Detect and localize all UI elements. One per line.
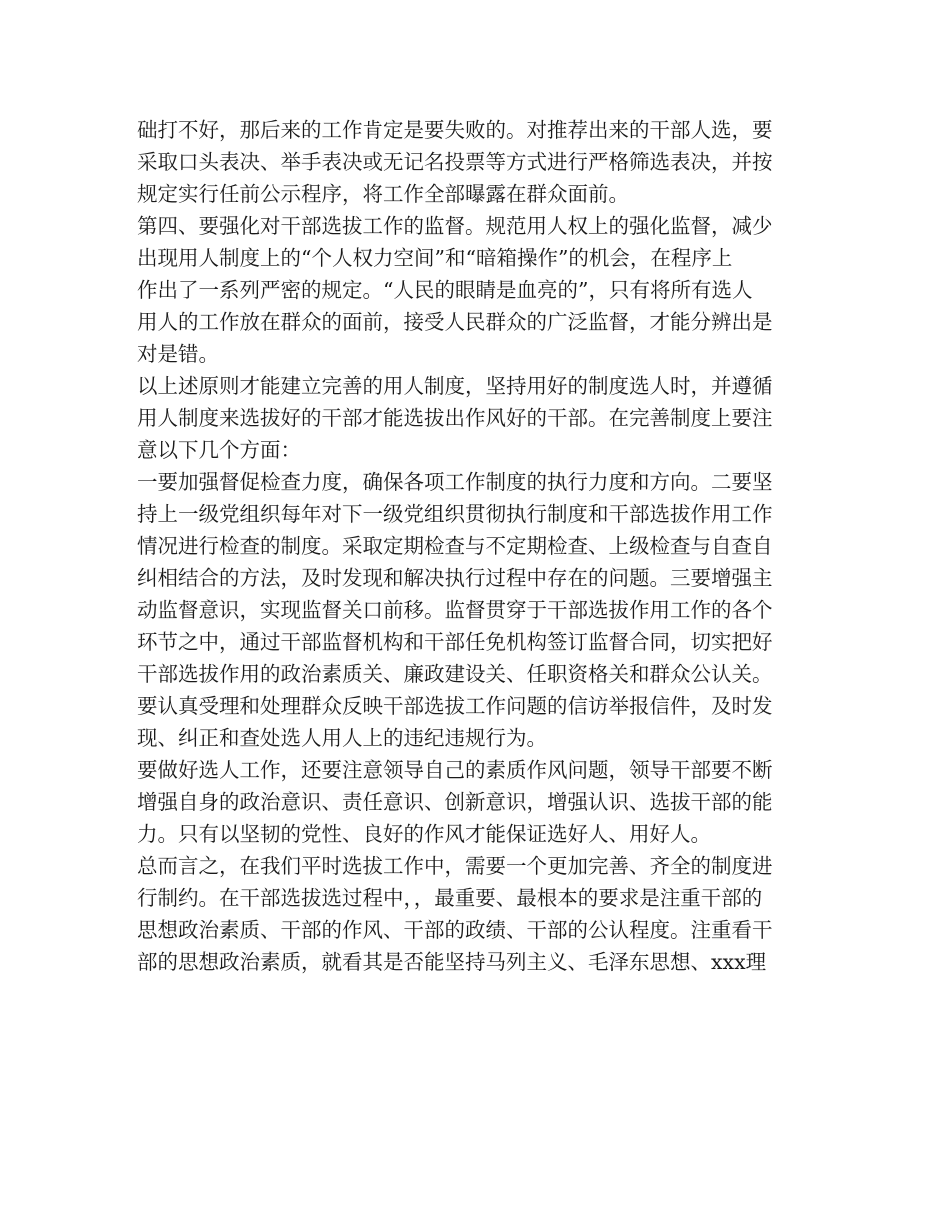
text-line: 动监督意识，实现监督关口前移。监督贯穿于干部选拔作用工作的各个 [137, 598, 773, 622]
text-line: 采取口头表决、举手表决或无记名投票等方式进行严格筛选表决，并按 [137, 150, 773, 174]
text-line: 对是错。 [137, 342, 219, 366]
document-body [137, 114, 817, 978]
text-line: 增强自身的政治意识、责任意识、创新意识，增强认识、选拔干部的能 [137, 790, 773, 814]
text-line: 用人的工作放在群众的面前，接受人民群众的广泛监督，才能分辨出是 [137, 310, 773, 334]
text-line: 力。只有以坚韧的党性、良好的作风才能保证选好人、用好人。 [137, 822, 711, 846]
text-line: 纠相结合的方法，及时发现和解决执行过程中存在的问题。三要增强主 [137, 566, 773, 590]
text-line: 环节之中，通过干部监督机构和干部任免机构签订监督合同，切实把好 [137, 630, 773, 654]
text-line: 用人制度来选拔好的干部才能选拔出作风好的干部。在完善制度上要注 [137, 406, 773, 430]
text-line: 意以下几个方面： [137, 438, 301, 462]
text-line: 总而言之，在我们平时选拔工作中，需要一个更加完善、齐全的制度进 [137, 854, 773, 878]
text-line: 出现用人制度上的“个人权力空间”和“暗箱操作”的机会，在程序上 [137, 246, 733, 270]
text-line: 持上一级党组织每年对下一级党组织贯彻执行制度和干部选拔作用工作 [137, 502, 773, 526]
text-line: 础打不好，那后来的工作肯定是要失败的。对推荐出来的干部人选，要 [137, 118, 773, 142]
text-line: 以上述原则才能建立完善的用人制度，坚持用好的制度选人时，并遵循 [137, 374, 773, 398]
text-line: 要做好选人工作，还要注意领导自己的素质作风问题，领导干部要不断 [137, 758, 773, 782]
text-line: 部的思想政治素质，就看其是否能坚持马列主义、毛泽东思想、xxx理 [137, 950, 767, 974]
text-line: 第四、要强化对干部选拔工作的监督。规范用人权上的强化监督，减少 [137, 214, 773, 238]
text-line: 思想政治素质、干部的作风、干部的政绩、干部的公认程度。注重看干 [137, 918, 773, 942]
text-line: 规定实行任前公示程序，将工作全部曝露在群众面前。 [137, 182, 629, 206]
text-line: 行制约。在干部选拔选过程中，，最重要、最根本的要求是注重干部的 [137, 886, 763, 910]
text-line: 情况进行检查的制度。采取定期检查与不定期检查、上级检查与自查自 [137, 534, 773, 558]
text-line: 作出了一系列严密的规定。“人民的眼睛是血亮的”，只有将所有选人 [137, 278, 753, 302]
text-line: 现、纠正和查处选人用人上的违纪违规行为。 [137, 726, 547, 750]
text-line: 一要加强督促检查力度，确保各项工作制度的执行力度和方向。二要坚 [137, 470, 773, 494]
text-line: 要认真受理和处理群众反映干部选拔工作问题的信访举报信件，及时发 [137, 694, 773, 718]
text-line: 干部选拔作用的政治素质关、廉政建设关、任职资格关和群众公认关。 [137, 662, 773, 686]
